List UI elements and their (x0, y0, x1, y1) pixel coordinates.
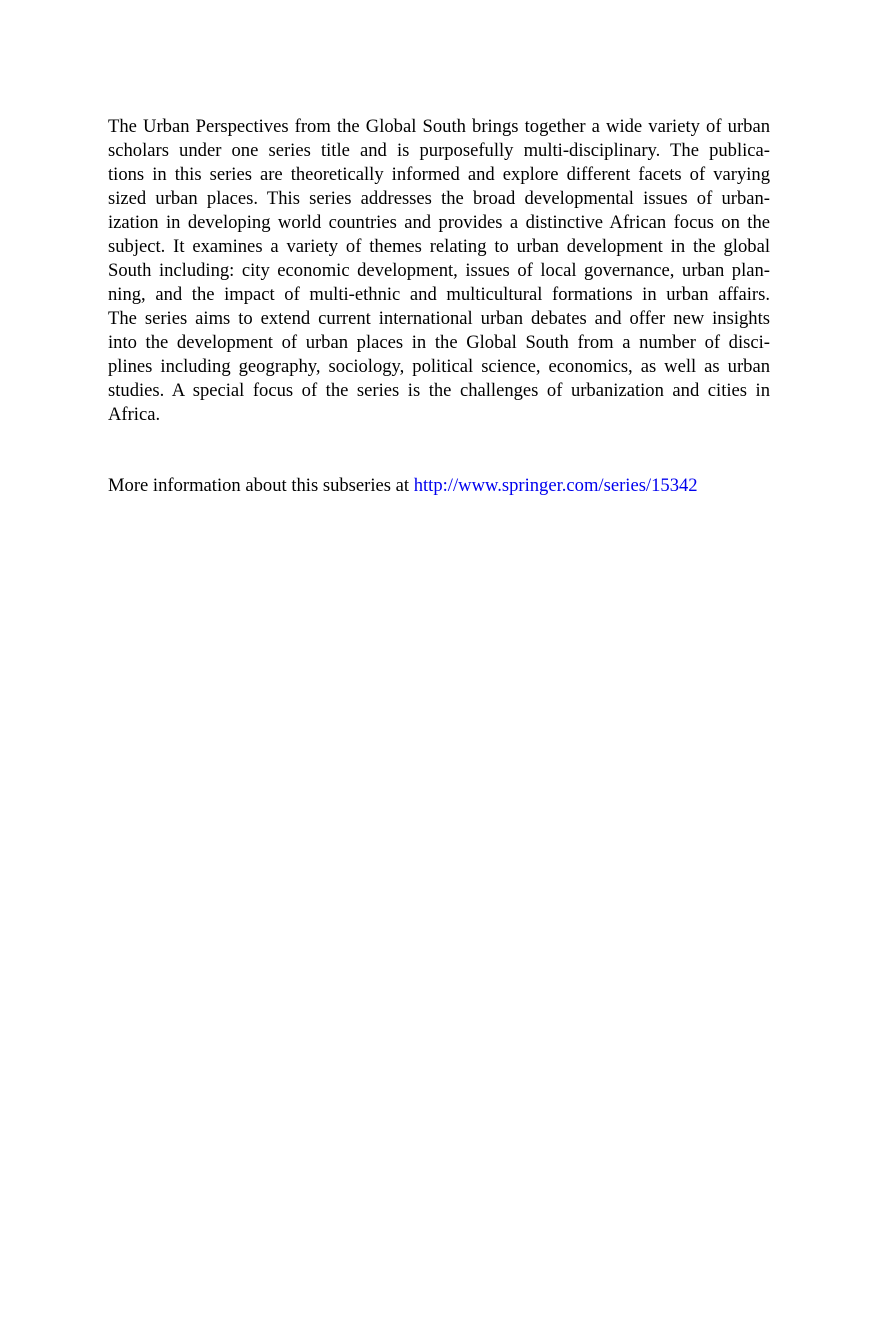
description-line: ization in developing world countries and provides a distinctive African focus on the (108, 212, 770, 233)
series-link[interactable]: http://www.springer.com/series/15342 (413, 475, 698, 496)
description-line: The Urban Perspectives from the Global South brings together a wide variety of urban (108, 116, 770, 137)
series-description (108, 115, 770, 427)
description-line: scholars under one series title and is purposefully multi-disciplinary. The publica- (108, 140, 770, 161)
description-line: into the development of urban places in the Global South from a number of disci- (108, 332, 770, 353)
description-line: plines including geography, sociology, political science, economics, as well as urban (108, 356, 770, 377)
description-line: subject. It examines a variety of themes relating to urban development in the global (108, 236, 770, 257)
description-line: ning, and the impact of multi-ethnic and multicultural formations in urban affairs. (108, 284, 770, 305)
description-line: The series aims to extend current international urban debates and offer new insights (108, 308, 770, 329)
description-line: sized urban places. This series addresses the broad developmental issues of urban- (108, 188, 770, 209)
more-info-line (108, 474, 698, 498)
description-line: Africa. (108, 404, 161, 425)
description-line: South including: city economic development, issues of local governance, urban plan- (108, 260, 770, 281)
more-info-prefix: More information about this subseries at (108, 475, 414, 496)
description-line: tions in this series are theoretically informed and explore different facets of varying (108, 164, 770, 185)
description-line: studies. A special focus of the series is the challenges of urbanization and cities in (108, 380, 770, 401)
